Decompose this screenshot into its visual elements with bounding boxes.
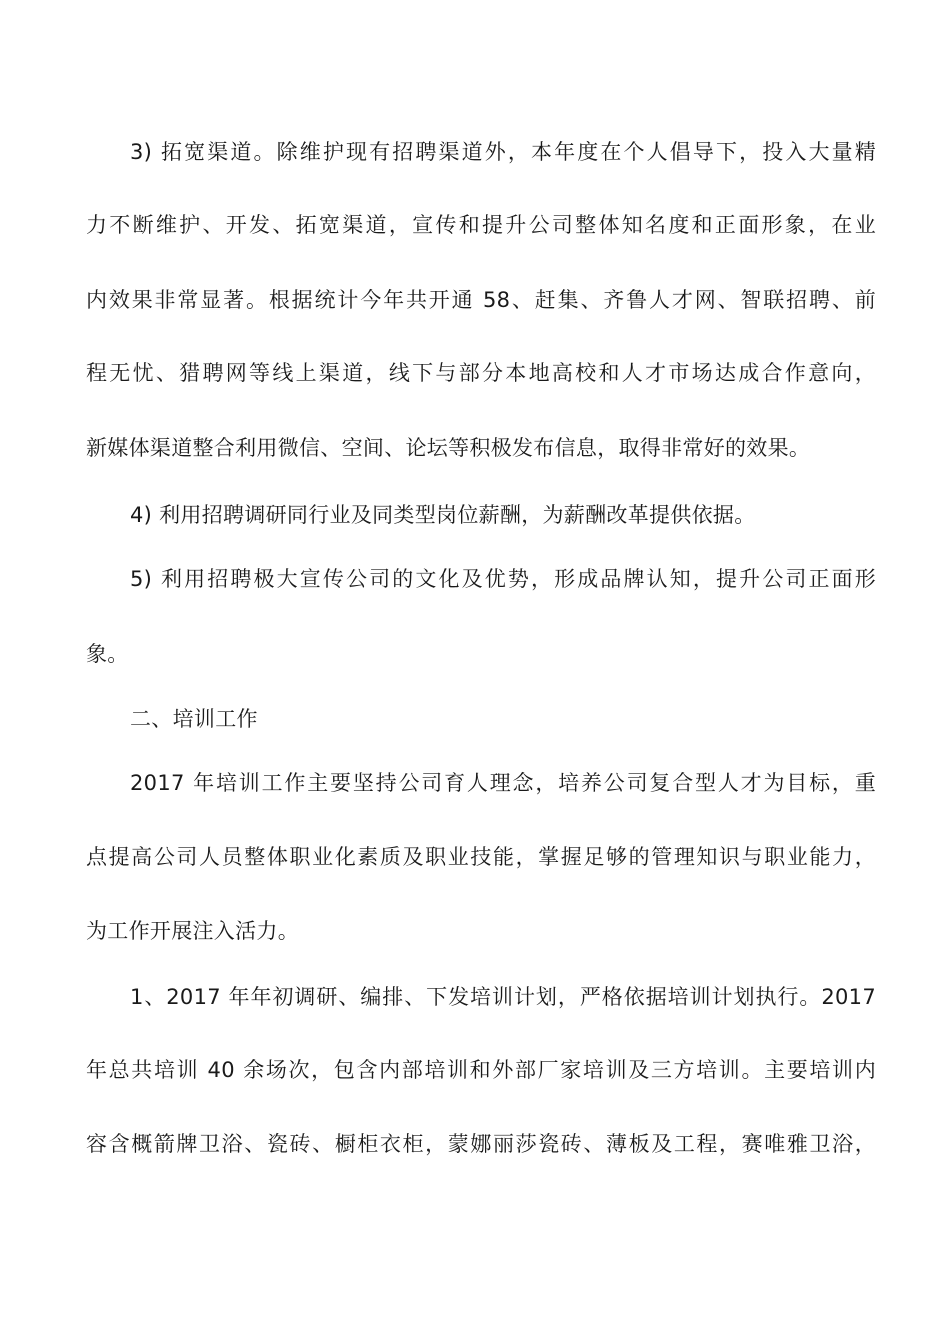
- paragraph-line: 内效果非常显著。根据统计今年共开通 58、赶集、齐鲁人才网、智联招聘、前: [86, 288, 876, 312]
- paragraph-line: 2017 年培训工作主要坚持公司育人理念，培养公司复合型人才为目标，重: [130, 771, 876, 795]
- paragraph-line: 3) 拓宽渠道。除维护现有招聘渠道外，本年度在个人倡导下，投入大量精: [130, 140, 876, 164]
- paragraph-line: 1、2017 年年初调研、编排、下发培训计划，严格依据培训计划执行。2017: [130, 985, 876, 1009]
- paragraph-line: 程无忧、猎聘网等线上渠道，线下与部分本地高校和人才市场达成合作意向，: [86, 361, 876, 385]
- paragraph-line: 象。: [86, 642, 129, 666]
- paragraph-line: 点提高公司人员整体职业化素质及职业技能，掌握足够的管理知识与职业能力，: [86, 845, 876, 869]
- paragraph-line: 年总共培训 40 余场次，包含内部培训和外部厂家培训及三方培训。主要培训内: [86, 1058, 876, 1082]
- paragraph-line: 4) 利用招聘调研同行业及同类型岗位薪酬，为薪酬改革提供依据。: [130, 503, 756, 527]
- paragraph-line: 容含概箭牌卫浴、瓷砖、橱柜衣柜，蒙娜丽莎瓷砖、薄板及工程，赛唯雅卫浴，: [86, 1132, 876, 1156]
- paragraph-line: 力不断维护、开发、拓宽渠道，宣传和提升公司整体知名度和正面形象，在业: [86, 213, 876, 237]
- paragraph-line: 为工作开展注入活力。: [86, 919, 299, 943]
- paragraph-line: 新媒体渠道整合利用微信、空间、论坛等积极发布信息，取得非常好的效果。: [86, 436, 811, 460]
- section-heading: 二、培训工作: [130, 707, 258, 731]
- paragraph-line: 5) 利用招聘极大宣传公司的文化及优势，形成品牌认知，提升公司正面形: [130, 567, 876, 591]
